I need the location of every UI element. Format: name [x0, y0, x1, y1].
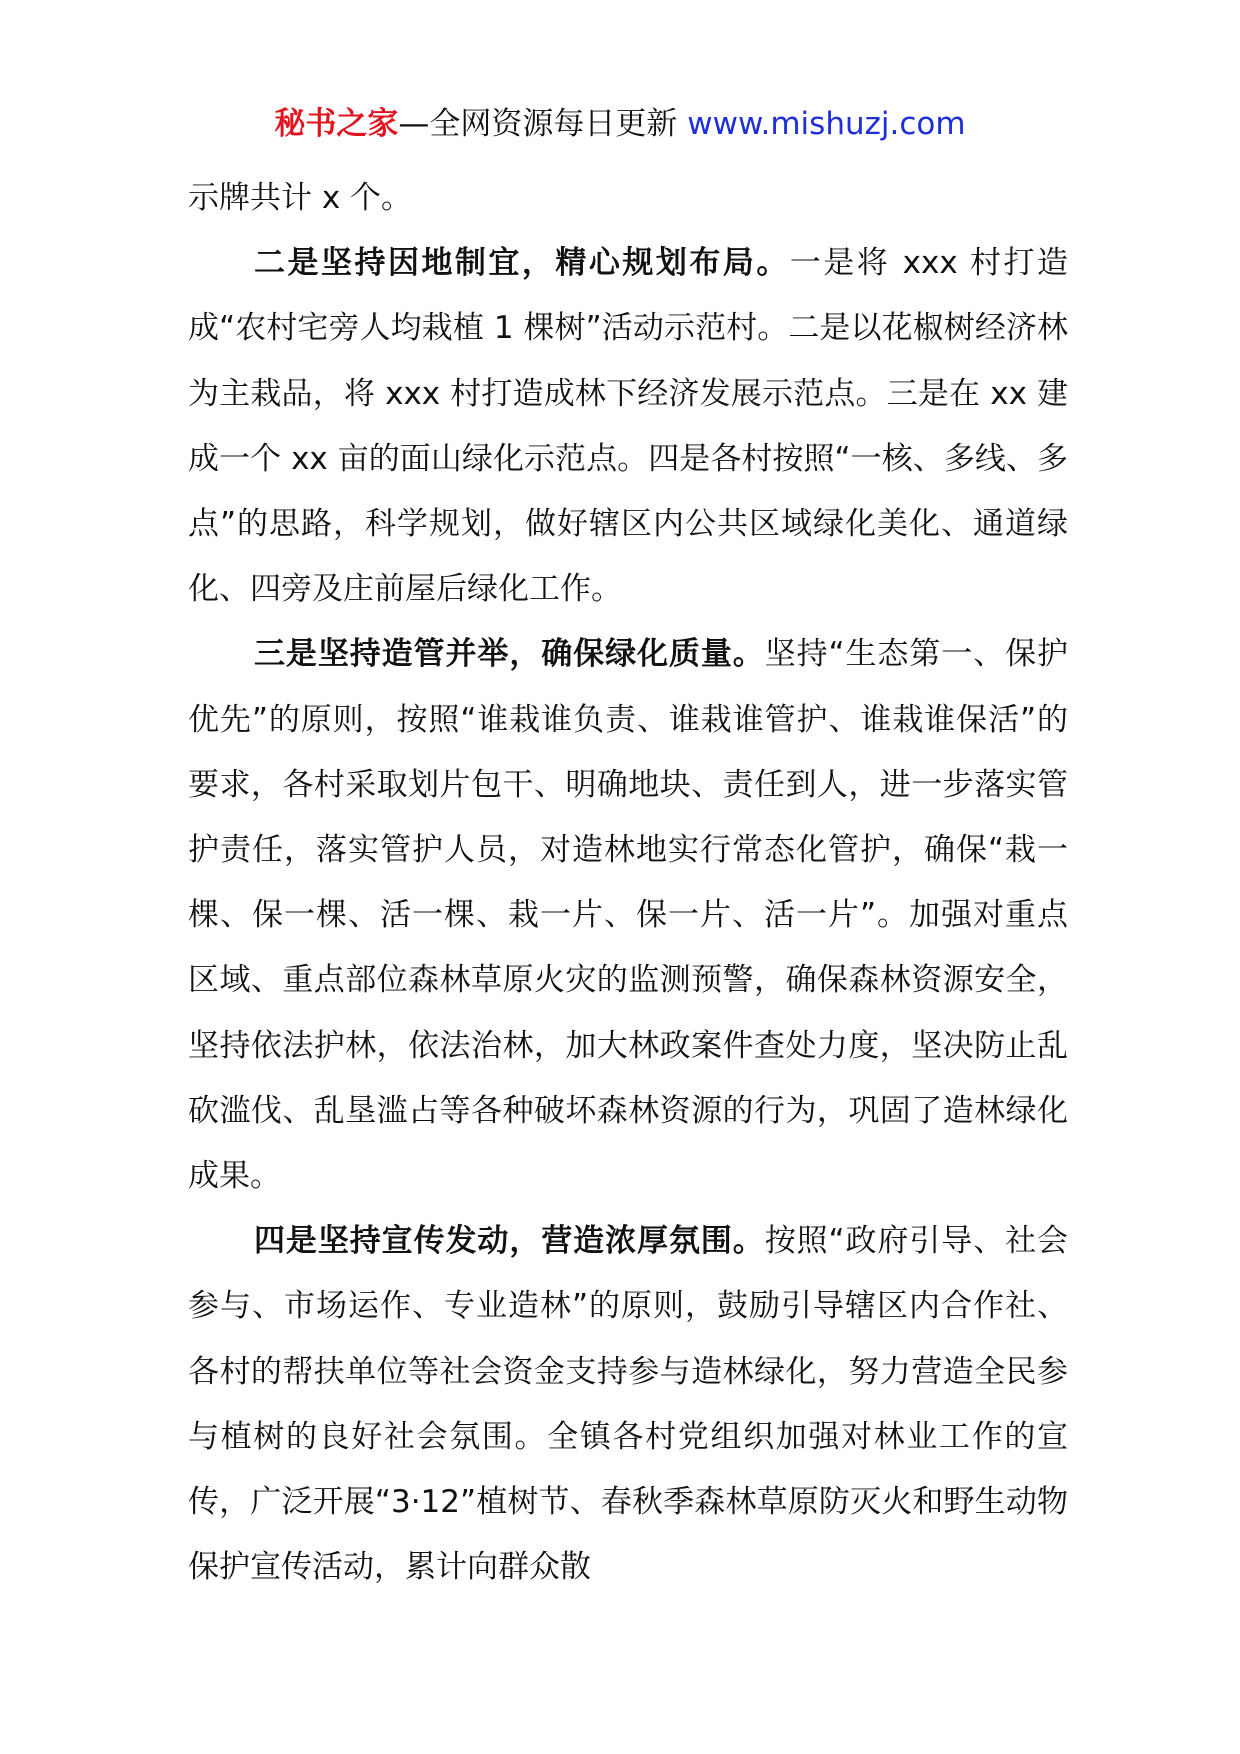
- header-url-link[interactable]: www.mishuzj.com: [687, 106, 966, 142]
- paragraph-lead: 二是坚持因地制宜，精心规划布局。: [254, 245, 790, 282]
- paragraph-lead: 四是坚持宣传发动，营造浓厚氛围。: [254, 1223, 765, 1260]
- paragraph-text: 坚持“生态第一、保护优先”的原则，按照“谁栽谁负责、谁栽谁管护、谁栽谁保活”的要求，各村采取划片包干、明确地块、责任到人，进一步落实管护责任，落实管护人员，对造林地实行常态化管护，确保“栽一棵、保一棵、活一棵、栽一片、保一片、活一片”。加强对重点区域、重点部位森林草原火灾的监测预警，确保森林资源安全，坚持依法护林，依法治林，加大林政案件查处力度，坚决防止乱砍滥伐、乱垦滥占等各种破坏森林资源的行为，巩固了造林绿化成果。: [188, 636, 1069, 1195]
- paragraph-continuation: [188, 166, 1068, 231]
- paragraph-2: [188, 231, 1068, 622]
- document-body: [188, 166, 1068, 1600]
- paragraph-lead: 三是坚持造管并举，确保绿化质量。: [254, 636, 765, 673]
- paragraph-text: 一是将 xxx 村打造成“农村宅旁人均栽植 1 棵树”活动示范村。二是以花椒树经济林为主栽品，将 xxx 村打造成林下经济发展示范点。三是在 xx 建成一个 xx 亩的面山绿化示范点。四是各村按照“一核、多线、多点”的思路，科学规划，做好辖区内公共区域绿化美化、通道绿化、四旁及庄前屋后绿化工作。: [188, 245, 1068, 608]
- paragraph-text: 按照“政府引导、社会参与、市场运作、专业造林”的原则，鼓励引导辖区内合作社、各村的帮扶单位等社会资金支持参与造林绿化，努力营造全民参与植树的良好社会氛围。全镇各村党组织加强对林业工作的宣传，广泛开展“3·12”植树节、春秋季森林草原防灭火和野生动物保护宣传活动，累计向群众散: [188, 1223, 1069, 1586]
- paragraph-3: [188, 622, 1068, 1209]
- paragraph-text: 示牌共计 x 个。: [188, 180, 413, 216]
- header-slogan: —全网资源每日更新: [398, 106, 688, 142]
- header-brand: 秘书之家: [274, 106, 399, 142]
- paragraph-4: [188, 1209, 1068, 1600]
- page-header: [0, 104, 1240, 144]
